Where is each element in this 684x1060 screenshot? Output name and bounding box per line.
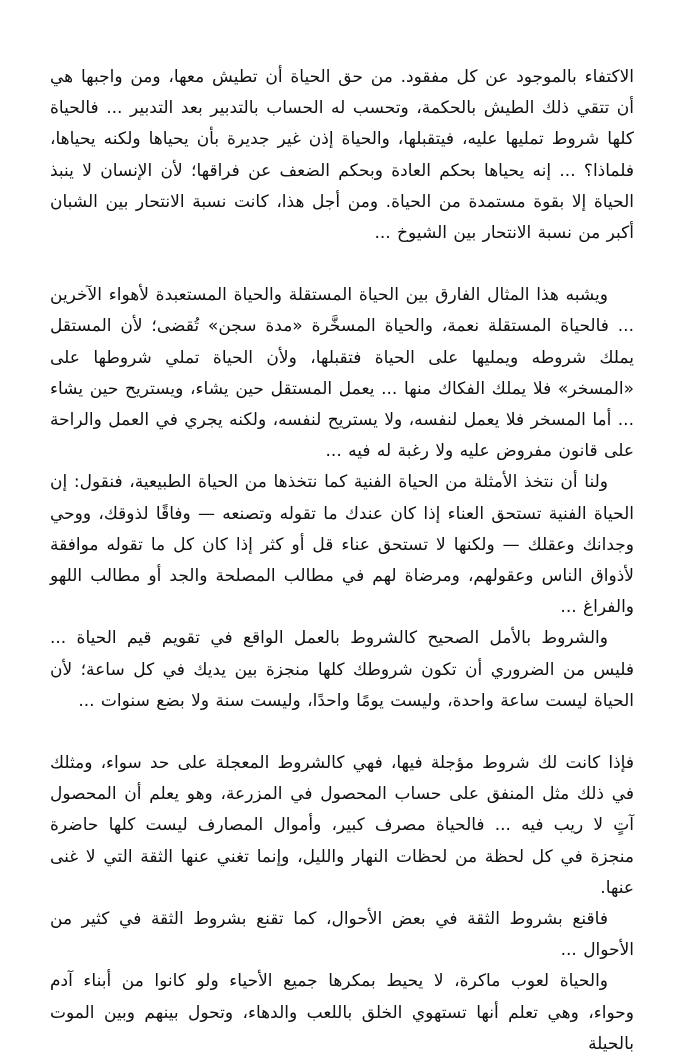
paragraph: الاكتفاء بالموجود عن كل مفقود. من حق الحياة أن تطيش معها، ومن واجبها هي أن تتقي ذلك الطيش بالحكمة، وتحسب له الحساب بالتدبير بعد التدبير ... فالحياة كلها شروط تمليها عليه، فيتقبلها، والحياة إذن غير جديرة بأن يحياها ولكنه يحياها، فلماذا؟ ... إنه يحياها بحكم العادة وبحكم الضعف عن فراقها؛ لأن الإنسان لا ينبذ الحياة إلا بقوة مستمدة من الحياة. ومن أجل هذا، كانت نسبة الانتحار بين الشبان أكبر من نسبة الانتحار بين الشيوخ ... [50,67,634,244]
paragraph: ويشبه هذا المثال الفارق بين الحياة المستقلة والحياة المستعبدة لأهواء الآخرين ... فالحياة المستقلة نعمة، والحياة المسخَّرة «مدة سجن» تُقضى؛ لأن المستقل يملك شروطه ويمليها على الحياة فتقبلها، ولأن الحياة تملي شروطها على «المسخر» فلا يملك الفكاك منها ... يعمل المستقل حين يشاء، ويستريح حين يشاء ... أما المسخر فلا يعمل لنفسه، ولا يستريح لنفسه، ولكنه يجري في العمل والراحة على قانون مفروض عليه ولا رغبة له فيه ... [50,285,634,462]
paragraph: والحياة لعوب ماكرة، لا يحيط بمكرها جميع الأحياء ولو كانوا من أبناء آدم وحواء، وهي تعلم أنها تستهوي الخلق باللعب والدهاء، وتحول بينهم وبين الموت بالحيلة [50,971,634,1054]
paragraph: فاقنع بشروط الثقة في بعض الأحوال، كما تقنع بشروط الثقة في كثير من الأحوال ... [50,909,634,961]
paragraph: فإذا كانت لك شروط مؤجلة فيها، فهي كالشروط المعجلة على حد سواء، ومثلك في ذلك مثل المنفق على حساب المحصول في المزرعة، وهو يعلم أن المحصول آتٍ لا ريب فيه ... فالحياة مصرف كبير، وأموال المصارف ليست كلها حاضرة منجزة في كل لحظة من لحظات النهار والليل، وإنما تغني عنها الثقة التي لا غنى عنها. [50,753,634,898]
document-page [50,62,634,1060]
paragraph: ولنا أن نتخذ الأمثلة من الحياة الفنية كما نتخذها من الحياة الطبيعية، فنقول: إن الحياة الفنية تستحق العناء إذا كان عندك ما تقوله وتصنعه — وفاقًا لذوقك، ووحي وجدانك وعقلك — ولكنها لا تستحق عناء قل أو كثر إذا كان كل ما تقوله موافقة لأذواق الناس وعقولهم، ومرضاة لهم في مطالب المصلحة والجد أو مطالب اللهو والفراغ ... [50,472,634,618]
paragraph: والشروط بالأمل الصحيح كالشروط بالعمل الواقع في تقويم قيم الحياة ... فليس من الضروري أن تكون شروطك كلها منجزة بين يديك في كل ساعة؛ لأن الحياة ليست ساعة واحدة، وليست يومًا واحدًا، وليست سنة ولا بضع سنوات ... [50,628,634,711]
